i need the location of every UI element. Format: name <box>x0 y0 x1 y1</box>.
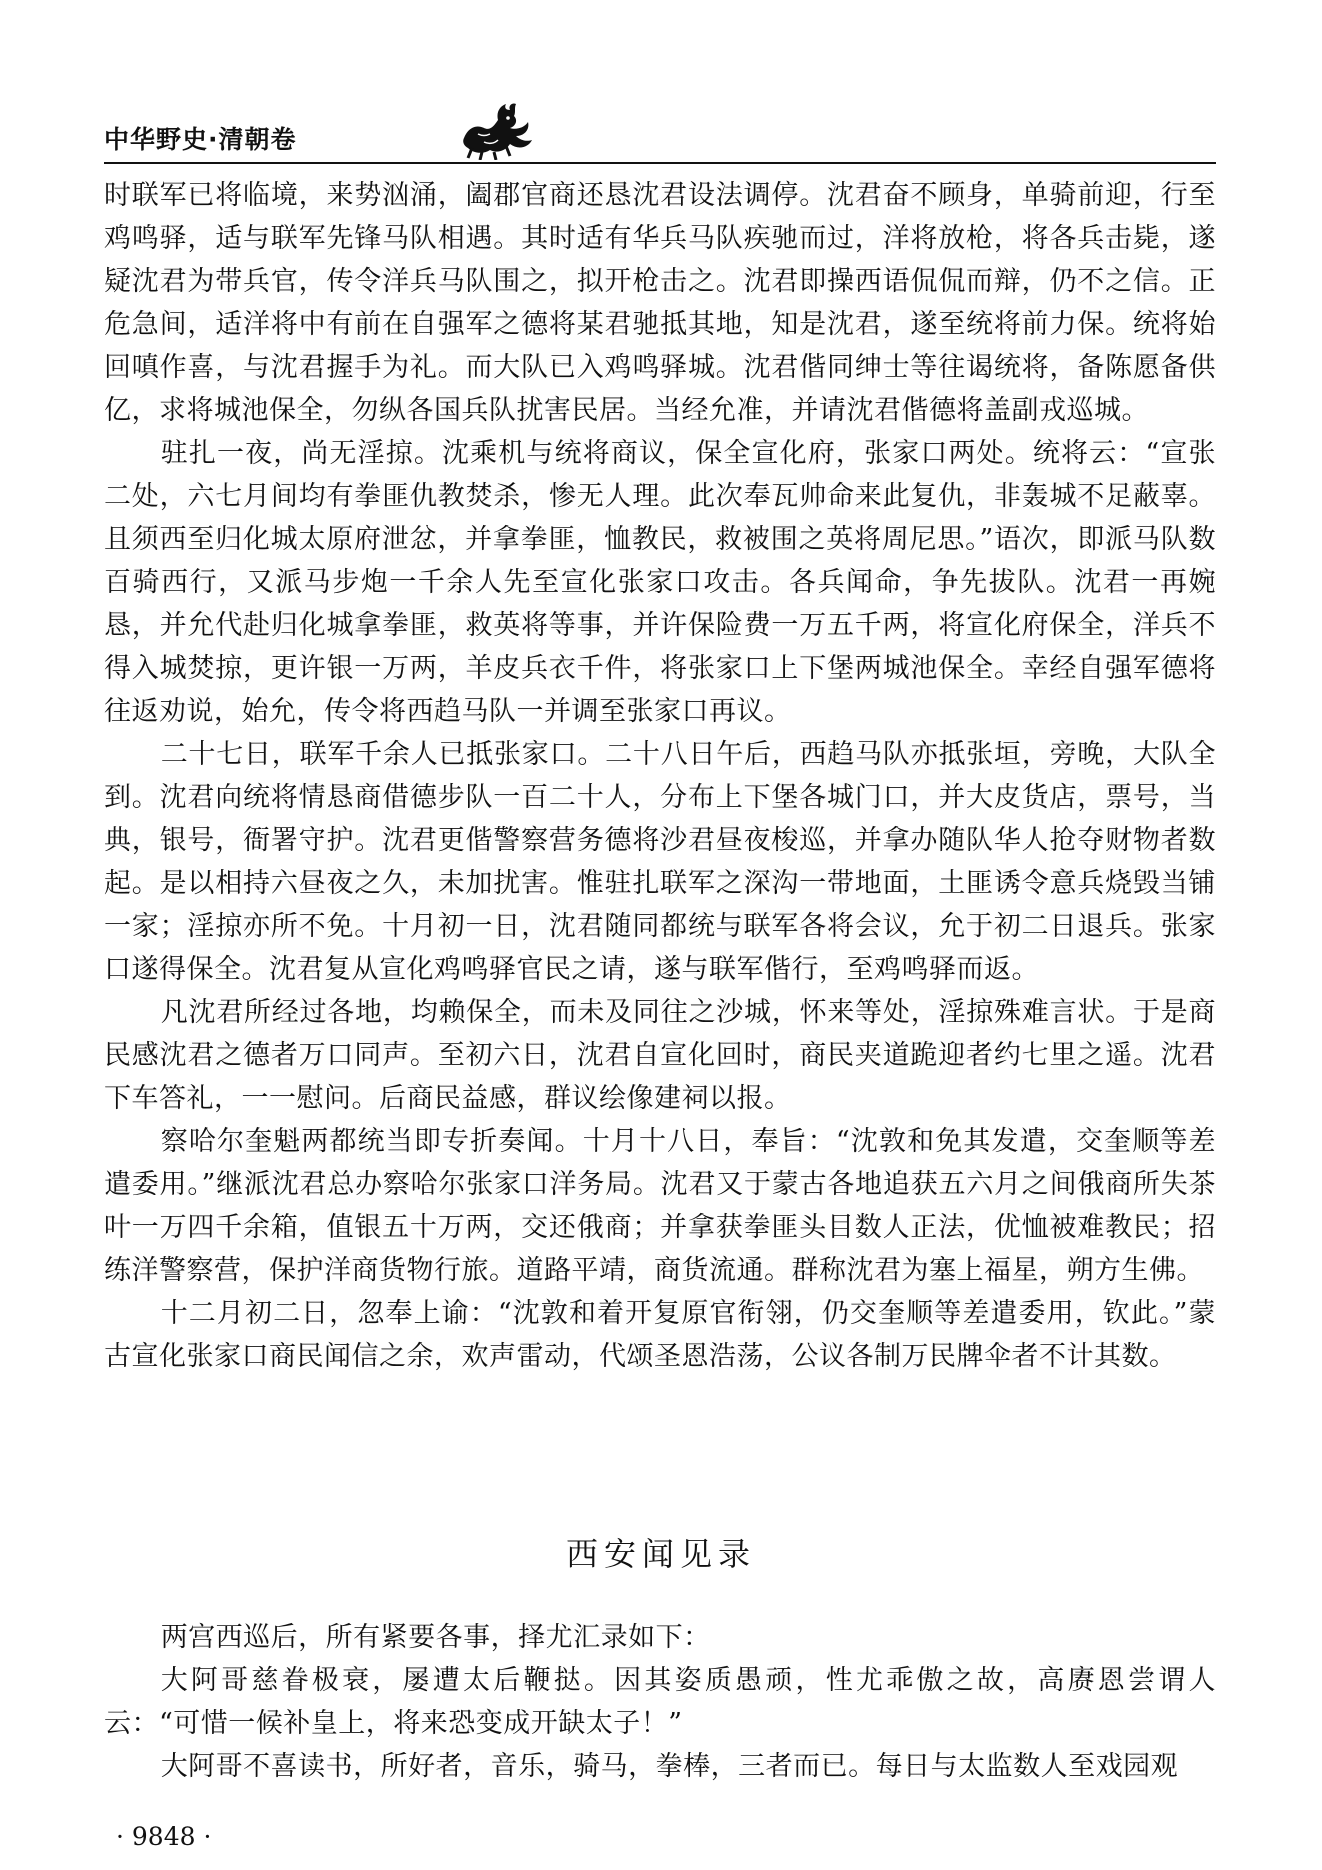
main-text-block <box>104 174 1216 1378</box>
running-head <box>104 112 1214 156</box>
paragraph: 大阿哥慈眷极衰，屡遭太后鞭挞。因其姿质愚顽，性尤乖傲之故，高赓恩尝谓人云：“可惜一候补皇上，将来恐变成开缺太子！” <box>104 1665 1216 1739</box>
paragraph: 大阿哥不喜读书，所好者，音乐，骑马，拳棒，三者而已。每日与太监数人至戏园观 <box>160 1751 1179 1782</box>
section-text-block <box>104 1616 1216 1788</box>
dragon-ornament-icon <box>454 98 538 160</box>
paragraph: 时联军已将临境，来势汹涌，阖郡官商还恳沈君设法调停。沈君奋不顾身，单骑前迎，行至鸡鸣驿，适与联军先锋马队相遇。其时适有华兵马队疾驰而过，洋将放枪，将各兵击毙，遂疑沈君为带兵官，传令洋兵马队围之，拟开枪击之。沈君即操西语侃侃而辩，仍不之信。正危急间，适洋将中有前在自强军之德将某君驰抵其地，知是沈君，遂至统将前力保。统将始回嗔作喜，与沈君握手为礼。而大队已入鸡鸣驿城。沈君偕同绅士等往谒统将，备陈愿备供亿，求将城池保全，勿纵各国兵队扰害民居。当经允准，并请沈君偕德将盖副戎巡城。 <box>104 180 1216 426</box>
paragraph: 驻扎一夜，尚无淫掠。沈乘机与统将商议，保全宣化府，张家口两处。统将云：“宣张二处，六七月间均有拳匪仇教焚杀，惨无人理。此次奉瓦帅命来此复仇，非轰城不足蔽辜。且须西至归化城太原府泄忿，并拿拳匪，恤教民，救被围之英将周尼思。”语次，即派马队数百骑西行，又派马步炮一千余人先至宣化张家口攻击。各兵闻命，争先拔队。沈君一再婉恳，并允代赴归化城拿拳匪，救英将等事，并许保险费一万五千两，将宣化府保全，洋兵不得入城焚掠，更许银一万两，羊皮兵衣千件，将张家口上下堡两城池保全。幸经自强军德将往返劝说，始允，传令将西趋马队一并调至张家口再议。 <box>104 438 1216 727</box>
paragraph: 十二月初二日，忽奉上谕：“沈敦和着开复原官衔翎，仍交奎顺等差遣委用，钦此。”蒙古宣化张家口商民闻信之余，欢声雷动，代颂圣恩浩荡，公议各制万民牌伞者不计其数。 <box>104 1298 1216 1372</box>
page-number: · 9848 · <box>116 1822 212 1851</box>
running-title: 中华野史·清朝卷 <box>104 125 297 154</box>
section-title: 西安闻见录 <box>565 1535 756 1573</box>
paragraph: 两宫西巡后，所有紧要各事，择尤汇录如下： <box>160 1622 711 1653</box>
paragraph: 二十七日，联军千余人已抵张家口。二十八日午后，西趋马队亦抵张垣，旁晚，大队全到。沈君向统将情恳商借德步队一百二十人，分布上下堡各城门口，并大皮货店，票号，当典，银号，衙署守护。沈君更偕警察营务德将沙君昼夜梭巡，并拿办随队华人抢夺财物者数起。是以相持六昼夜之久，未加扰害。惟驻扎联军之深沟一带地面，土匪诱令意兵烧毁当铺一家；淫掠亦所不免。十月初一日，沈君随同都统与联军各将会议，允于初二日退兵。张家口遂得保全。沈君复从宣化鸡鸣驿官民之请，遂与联军偕行，至鸡鸣驿而返。 <box>104 739 1216 985</box>
paragraph: 察哈尔奎魁两都统当即专折奏闻。十月十八日，奉旨：“沈敦和免其发遣，交奎顺等差遣委用。”继派沈君总办察哈尔张家口洋务局。沈君又于蒙古各地追获五六月之间俄商所失茶叶一万四千余箱，值银五十万两，交还俄商；并拿获拳匪头目数人正法，优恤被难教民；招练洋警察营，保护洋商货物行旅。道路平靖，商货流通。群称沈君为塞上福星，朔方生佛。 <box>104 1126 1216 1286</box>
paragraph: 凡沈君所经过各地，均赖保全，而未及同往之沙城，怀来等处，淫掠殊难言状。于是商民感沈君之德者万口同声。至初六日，沈君自宣化回时，商民夹道跪迎者约七里之遥。沈君下车答礼，一一慰问。后商民益感，群议绘像建祠以报。 <box>104 997 1216 1114</box>
header-rule <box>104 162 1216 164</box>
